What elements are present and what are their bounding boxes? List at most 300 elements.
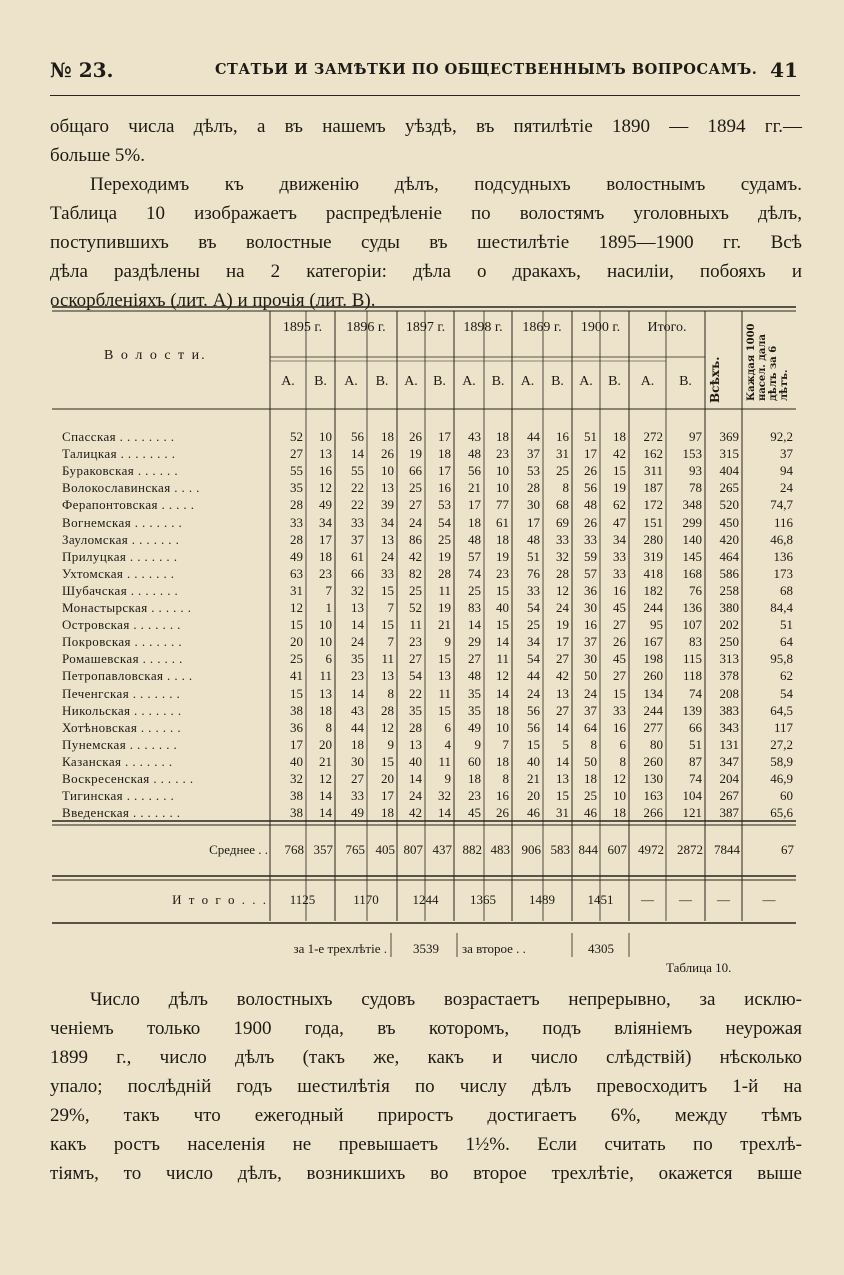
table-cell: 44: [527, 668, 540, 684]
table-cell: 27: [468, 651, 481, 667]
table-cell: 27: [351, 771, 364, 786]
subheader-b: В.: [551, 374, 564, 389]
table-cell: 60: [780, 788, 793, 804]
table-cell: 56: [527, 702, 540, 718]
table-cell: 45: [613, 600, 626, 615]
table-cell: 51: [584, 429, 597, 444]
table-cell: 383: [719, 702, 739, 718]
table-cell: 172: [643, 497, 663, 513]
table-cell: 14: [438, 805, 451, 821]
subheader-a: А.: [579, 374, 593, 389]
table-cell: 34: [613, 531, 626, 547]
table-cell: 187: [643, 480, 663, 496]
table-cell: 23: [496, 565, 509, 581]
table-cell: 10: [496, 480, 509, 496]
table-cell: 134: [643, 685, 663, 701]
table-cell: 17: [584, 446, 597, 462]
subheader-a: А.: [281, 374, 295, 389]
intro-lines-line: Таблица 10 изображаетъ распредѣленіе по волостямъ уголовныхъ дѣлъ,: [50, 203, 802, 224]
district-name: Казанская . . . . . . .: [62, 753, 173, 769]
table-cell: 20: [319, 736, 332, 752]
table-cell: 17: [319, 531, 332, 547]
table-cell: 347: [719, 753, 739, 769]
table-cell: 24: [409, 788, 422, 804]
table-cell: 14: [556, 719, 569, 735]
subheader-b: В.: [314, 374, 327, 389]
table-cell: 40: [290, 753, 303, 769]
table-cell: 65,6: [770, 805, 793, 821]
table-cell: 50: [584, 753, 597, 769]
subheader-a: А.: [520, 374, 535, 389]
year-header: 1897 г.: [405, 320, 446, 335]
table-cell: 47: [613, 514, 626, 530]
table-cell: 93: [689, 463, 702, 479]
row-header-label: В о л о с т и.: [104, 348, 207, 363]
table-cell: 18: [468, 514, 481, 530]
outro-lines-line: ченіемъ только 1900 года, въ которомъ, подъ вліяніемъ неурожая: [50, 1018, 802, 1039]
outro-paragraph: [50, 985, 802, 1188]
table-cell: 43: [468, 429, 481, 444]
district-name: Спасская . . . . . . . .: [62, 429, 175, 444]
table-cell: 38: [290, 788, 303, 804]
table-cell: 37: [584, 702, 597, 718]
table-cell: 30: [351, 753, 364, 769]
subheader-a: А.: [404, 374, 418, 389]
district-name: Ромашевская . . . . . .: [62, 651, 183, 667]
year-header: 1896 г.: [346, 320, 386, 335]
table-cell: 13: [556, 685, 569, 701]
table-cell: 26: [613, 634, 626, 650]
table-cell: 12: [319, 771, 332, 786]
table-cell: 20: [290, 634, 303, 650]
table-cell: 13: [409, 736, 422, 752]
table-cell: 43: [351, 702, 364, 718]
table-cell: 49: [351, 805, 364, 821]
year-header: 1900 г.: [580, 320, 621, 335]
table-cell: 272: [643, 429, 663, 444]
table-cell: 56: [527, 719, 540, 735]
table-10: [52, 305, 796, 965]
table-cell: 53: [527, 463, 540, 479]
table-cell: 1: [325, 600, 332, 615]
table-cell: 24: [556, 600, 569, 615]
table-cell: 18: [584, 771, 597, 786]
table-cell: 74,7: [770, 497, 793, 513]
table-cell: 16: [613, 582, 626, 598]
district-name: Прилуцкая . . . . . . .: [62, 548, 178, 564]
table-cell: 14: [496, 634, 509, 650]
table-cell: 10: [496, 463, 509, 479]
total-cell: 1125: [289, 892, 316, 907]
average-cell: 882: [462, 842, 482, 857]
table-cell: 18: [613, 429, 626, 444]
table-cell: 378: [719, 668, 739, 684]
average-cell: 67: [781, 842, 794, 857]
average-cell: 2872: [677, 842, 703, 857]
table-cell: 11: [409, 617, 422, 633]
table-cell: 35: [468, 702, 481, 718]
table-cell: 24: [584, 685, 597, 701]
table-cell: 19: [438, 548, 451, 564]
table-cell: 25: [290, 651, 303, 667]
table-cell: 26: [409, 429, 422, 444]
table-cell: 28: [527, 480, 540, 496]
table-cell: 25: [468, 582, 481, 598]
table-cell: 13: [556, 771, 569, 786]
district-name: Зауломская . . . . . . .: [62, 531, 180, 547]
table-cell: 64: [584, 719, 597, 735]
table-cell: 15: [381, 617, 394, 633]
table-cell: 348: [682, 497, 702, 513]
total-cell: 1170: [353, 892, 379, 907]
table-cell: 94: [780, 463, 793, 479]
table-cell: 74: [468, 565, 481, 581]
outro-lines-line: 1899 г., число дѣлъ (такъ же, какъ и число слѣдствій) нѣсколько: [50, 1047, 802, 1068]
table-cell: 10: [613, 788, 626, 804]
table-cell: 8: [562, 480, 569, 496]
table-cell: 162: [643, 446, 663, 462]
table-cell: 7: [387, 600, 394, 615]
table-cell: 27: [290, 446, 303, 462]
table-cell: 13: [381, 480, 394, 496]
table-cell: 23: [351, 668, 364, 684]
table-cell: 46: [584, 805, 597, 821]
total-cell: —: [641, 892, 654, 907]
table-cell: 40: [496, 600, 509, 615]
table-cell: 260: [643, 668, 663, 684]
outro-lines-line: Число дѣлъ волостныхъ судовъ возрастаетъ непрерывно, за исклю-: [90, 989, 802, 1010]
table-cell: 163: [643, 788, 663, 804]
table-cell: 151: [643, 514, 663, 530]
table-cell: 11: [381, 651, 394, 667]
triennium-first-value: 3539: [413, 941, 439, 956]
table-cell: 18: [381, 805, 394, 821]
table-cell: 19: [613, 480, 626, 496]
table-cell: 33: [584, 531, 597, 547]
table-cell: 42: [409, 548, 422, 564]
table-cell: 27: [409, 651, 422, 667]
table-cell: 25: [527, 617, 540, 633]
table-cell: 60: [468, 753, 481, 769]
table-cell: 23: [319, 565, 332, 581]
table-cell: 33: [613, 548, 626, 564]
table-cell: 41: [290, 668, 303, 684]
table-cell: 52: [409, 600, 422, 615]
table-cell: 31: [556, 805, 569, 821]
table-cell: 38: [290, 702, 303, 718]
subheader-a: А.: [344, 374, 358, 389]
average-cell: 405: [375, 842, 395, 857]
table-cell: 36: [584, 582, 597, 598]
table-cell: 17: [468, 497, 481, 513]
district-name: Петропавловская . . . .: [62, 668, 193, 684]
average-cell: 607: [607, 842, 627, 857]
table-cell: 18: [496, 429, 509, 444]
table-cell: 54: [780, 685, 793, 701]
subheader-a: А.: [462, 374, 476, 389]
table-cell: 5: [562, 736, 569, 752]
table-cell: 19: [438, 600, 451, 615]
table-cell: 19: [496, 548, 509, 564]
table-cell: 15: [381, 582, 394, 598]
table-cell: 32: [438, 788, 451, 804]
average-cell: 483: [490, 842, 510, 857]
table-cell: 33: [290, 514, 303, 530]
page-header: [50, 58, 798, 84]
table-cell: 45: [468, 805, 481, 821]
subheader-b: В.: [375, 374, 389, 389]
average-label: Среднее . .: [209, 842, 268, 857]
table-cell: 24: [381, 548, 394, 564]
subheader-b: В.: [679, 374, 692, 389]
table-cell: 16: [438, 480, 451, 496]
intro-lines-line: поступившихъ въ волостные суды въ шестилѣтіе 1895—1900 гг. Всѣ: [50, 232, 802, 253]
table-cell: 11: [496, 651, 509, 667]
table-cell: 118: [682, 668, 702, 684]
table-cell: 87: [689, 753, 702, 769]
table-cell: 22: [351, 480, 364, 496]
table-cell: 55: [290, 463, 303, 479]
table-cell: 23: [496, 446, 509, 462]
table-cell: 10: [319, 634, 332, 650]
table-cell: 139: [682, 702, 702, 718]
table-cell: 280: [643, 531, 663, 547]
intro-lines-line: дѣла раздѣлены на 2 категоріи: дѣла о дракахъ, насиліи, побояхъ и: [50, 261, 802, 282]
table-cell: 115: [682, 651, 702, 667]
table-cell: 12: [381, 719, 394, 735]
table-cell: 33: [351, 514, 364, 530]
table-cell: 418: [643, 565, 663, 581]
district-name: Ухтомская . . . . . . .: [62, 565, 175, 581]
table-cell: 55: [351, 463, 364, 479]
table-cell: 86: [409, 531, 422, 547]
table-cell: 11: [319, 668, 332, 684]
table-cell: 18: [496, 531, 509, 547]
average-cell: 357: [313, 842, 333, 857]
table-cell: 59: [584, 548, 597, 564]
table-cell: 520: [719, 497, 739, 513]
table-cell: 9: [444, 634, 451, 650]
average-cell: 437: [432, 842, 452, 857]
table-cell: 57: [468, 548, 481, 564]
table-cell: 35: [290, 480, 303, 496]
district-name: Печенгская . . . . . . .: [62, 685, 181, 701]
subheader-b: В.: [433, 374, 446, 389]
intro-lines-line: больше 5%.: [50, 145, 145, 166]
table-cell: 12: [496, 668, 509, 684]
outro-lines-line: 29%, такъ что ежегодный приростъ достигаетъ 6%, между тѣмъ: [50, 1105, 802, 1126]
table-cell: 14: [556, 753, 569, 769]
district-name: Волокославинская . . . .: [62, 480, 200, 496]
table-cell: 54: [409, 668, 422, 684]
table-cell: 15: [496, 582, 509, 598]
triennium-second-value: 4305: [588, 941, 614, 956]
running-title: СТАТЬИ И ЗАМѢТКИ ПО ОБЩЕСТВЕННЫМЪ ВОПРОСАМЪ.: [215, 61, 758, 78]
table-cell: 66: [409, 463, 422, 479]
table-cell: 21: [468, 480, 481, 496]
table-cell: 153: [682, 446, 702, 462]
average-cell: 7844: [714, 842, 740, 857]
table-cell: 11: [438, 685, 451, 701]
table-cell: 16: [613, 719, 626, 735]
table-cell: 6: [325, 651, 332, 667]
district-name: Покровская . . . . . . .: [62, 634, 183, 650]
table-cell: 104: [682, 788, 702, 804]
district-name: Островская . . . . . . .: [62, 617, 181, 633]
table-cell: 404: [719, 463, 739, 479]
table-cell: 250: [719, 634, 739, 650]
total-cell: —: [717, 892, 730, 907]
table-cell: 14: [319, 805, 332, 821]
table-cell: 11: [438, 582, 451, 598]
table-cell: 16: [556, 429, 569, 444]
table-cell: 24: [527, 685, 540, 701]
table-cell: 42: [409, 805, 422, 821]
table-cell: 260: [643, 753, 663, 769]
table-cell: 46,8: [770, 531, 793, 547]
table-cell: 82: [409, 565, 422, 581]
table-cell: 311: [643, 463, 663, 479]
average-cell: 768: [284, 842, 304, 857]
table-cell: 48: [468, 668, 481, 684]
table-cell: 74: [689, 771, 702, 786]
table-cell: 45: [613, 651, 626, 667]
table-cell: 30: [584, 651, 597, 667]
table-cell: 22: [351, 497, 364, 513]
table-cell: 33: [381, 565, 394, 581]
table-cell: 51: [780, 617, 793, 633]
table-cell: 54: [527, 651, 540, 667]
table-cell: 28: [556, 565, 569, 581]
table-cell: 33: [613, 702, 626, 718]
table-cell: 369: [719, 429, 739, 444]
table-cell: 15: [290, 617, 303, 633]
table-cell: 37: [351, 531, 364, 547]
intro-paragraph: [50, 112, 802, 315]
table-cell: 15: [438, 651, 451, 667]
table-cell: 6: [444, 719, 451, 735]
page-number: 41: [770, 58, 798, 82]
table-cell: 313: [719, 651, 739, 667]
table-cell: 46: [527, 805, 540, 821]
table-cell: 92,2: [770, 429, 793, 444]
district-name: Воскресенская . . . . . .: [62, 771, 194, 786]
table-cell: 17: [556, 634, 569, 650]
table-cell: 25: [556, 463, 569, 479]
table-cell: 21: [319, 753, 332, 769]
table-cell: 244: [643, 600, 663, 615]
table-cell: 168: [682, 565, 702, 581]
table-cell: 37: [584, 634, 597, 650]
table-cell: 258: [719, 582, 739, 598]
district-name: Талицкая . . . . . . . .: [62, 446, 176, 462]
table-cell: 23: [468, 788, 481, 804]
table-cell: 343: [719, 719, 739, 735]
table-cell: 69: [556, 514, 569, 530]
table-cell: 58,9: [770, 753, 793, 769]
total-cell: —: [762, 892, 776, 907]
table-cell: 21: [438, 617, 451, 633]
table-cell: 44: [527, 429, 540, 444]
table-cell: 95: [650, 617, 663, 633]
table-cell: 74: [689, 685, 702, 701]
average-cell: 906: [521, 842, 541, 857]
year-header: 1869 г.: [522, 320, 562, 335]
table-cell: 202: [719, 617, 739, 633]
table-cell: 56: [468, 463, 481, 479]
outro-lines-line: упало; послѣдній годъ шестилѣтія по числу дѣлъ превосходитъ 1-й на: [50, 1076, 802, 1097]
table-cell: 182: [643, 582, 663, 598]
table-cell: 8: [590, 736, 597, 752]
table-cell: 22: [409, 685, 422, 701]
table-cell: 27: [409, 497, 422, 513]
table-cell: 83: [468, 600, 481, 615]
table-cell: 61: [351, 548, 364, 564]
table-cell: 15: [613, 685, 626, 701]
table-cell: 50: [584, 668, 597, 684]
table-cell: 9: [444, 771, 451, 786]
district-name: Хотѣновская . . . . . .: [62, 719, 181, 735]
table-cell: 387: [719, 805, 739, 821]
table-cell: 14: [319, 788, 332, 804]
table-cell: 244: [643, 702, 663, 718]
table-cell: 15: [527, 736, 540, 752]
average-cell: 844: [578, 842, 598, 857]
table-cell: 52: [290, 429, 303, 444]
table-cell: 198: [643, 651, 663, 667]
table-cell: 9: [474, 736, 481, 752]
table-cell: 14: [409, 771, 422, 786]
table-cell: 34: [381, 514, 394, 530]
table-cell: 80: [650, 736, 663, 752]
table-cell: 27,2: [770, 736, 793, 752]
table-cell: 27: [613, 617, 626, 633]
table-cell: 116: [773, 514, 793, 530]
table-cell: 136: [682, 600, 702, 615]
subheader-b: В.: [491, 374, 505, 389]
table-cell: 49: [290, 548, 303, 564]
district-name: Монастырская . . . . . .: [62, 600, 192, 615]
intro-lines-line: общаго числа дѣлъ, а въ нашемъ уѣздѣ, въ пятилѣтіе 1890 — 1894 гг.—: [50, 116, 802, 137]
table-cell: 18: [468, 771, 481, 786]
year-header: 1898 г.: [463, 320, 503, 335]
table-cell: 34: [319, 514, 332, 530]
table-cell: 76: [689, 582, 702, 598]
table-cell: 380: [719, 600, 739, 615]
table-cell: 4: [444, 736, 451, 752]
table-cell: 15: [556, 788, 569, 804]
table-cell: 44: [351, 719, 364, 735]
average-cell: 4972: [638, 842, 664, 857]
table-cell: 28: [381, 702, 394, 718]
intro-lines-line: оскорбленіяхъ (лит. А) и прочія (лит. В).: [50, 290, 376, 311]
table-cell: 16: [319, 463, 332, 479]
table-cell: 30: [527, 497, 540, 513]
table-cell: 167: [643, 634, 663, 650]
table-cell: 17: [381, 788, 394, 804]
district-name: Никольская . . . . . . .: [62, 702, 182, 718]
district-name: Введенская . . . . . . .: [62, 805, 181, 821]
table-cell: 14: [351, 685, 364, 701]
table-cell: 420: [719, 531, 739, 547]
triennium-first-label: за 1-е трехлѣтіе .: [293, 941, 387, 956]
table-cell: 32: [351, 582, 364, 598]
table-cell: 48: [468, 446, 481, 462]
table-cell: 319: [643, 548, 663, 564]
table-cell: 16: [496, 788, 509, 804]
table-cell: 25: [584, 788, 597, 804]
table-cell: 42: [556, 668, 569, 684]
